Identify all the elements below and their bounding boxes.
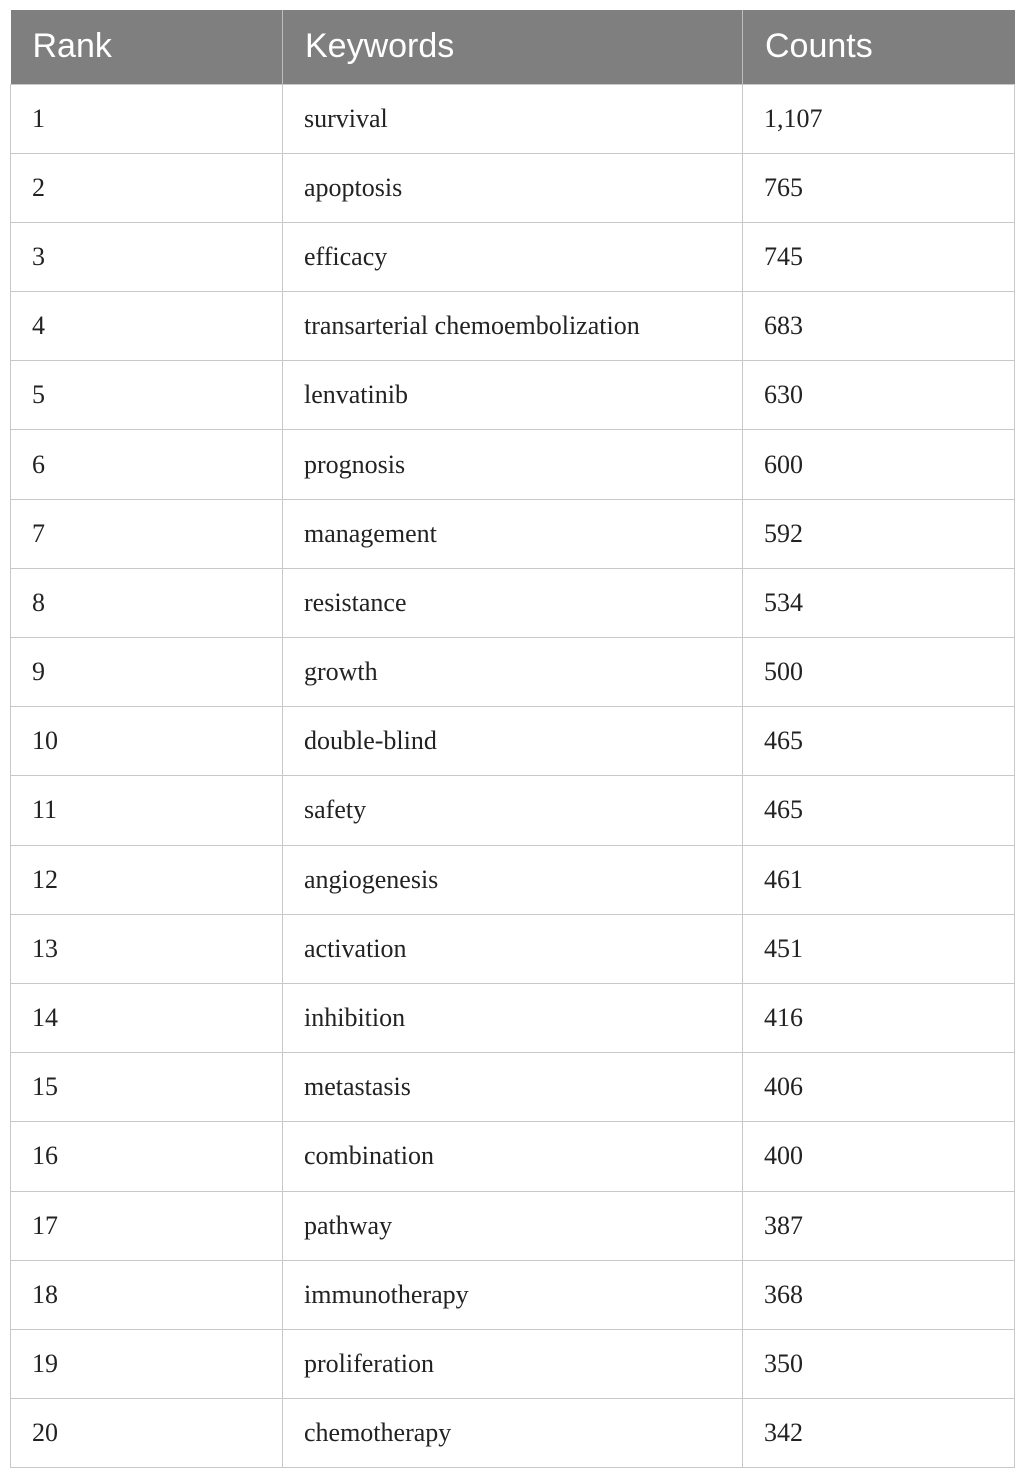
cell-keyword: inhibition [283,983,743,1052]
table-row [11,707,1015,776]
keywords-table [10,10,1015,1468]
cell-rank: 8 [11,568,283,637]
table-row [11,1053,1015,1122]
cell-keyword: metastasis [283,1053,743,1122]
cell-rank: 14 [11,983,283,1052]
cell-count: 745 [743,222,1015,291]
table-header-row [11,10,1015,84]
cell-rank: 15 [11,1053,283,1122]
cell-rank: 7 [11,499,283,568]
cell-count: 342 [743,1399,1015,1468]
table-row [11,84,1015,153]
table-row [11,292,1015,361]
cell-count: 465 [743,707,1015,776]
cell-rank: 4 [11,292,283,361]
cell-rank: 18 [11,1260,283,1329]
cell-rank: 9 [11,638,283,707]
table-row [11,1260,1015,1329]
table-row [11,845,1015,914]
cell-count: 451 [743,914,1015,983]
cell-keyword: combination [283,1122,743,1191]
cell-count: 406 [743,1053,1015,1122]
table-row [11,222,1015,291]
table-body [11,84,1015,1468]
cell-keyword: safety [283,776,743,845]
cell-keyword: prognosis [283,430,743,499]
cell-rank: 19 [11,1329,283,1398]
cell-count: 592 [743,499,1015,568]
cell-count: 465 [743,776,1015,845]
cell-rank: 2 [11,153,283,222]
header-rank: Rank [11,10,283,84]
cell-keyword: efficacy [283,222,743,291]
cell-count: 630 [743,361,1015,430]
cell-count: 534 [743,568,1015,637]
cell-keyword: chemotherapy [283,1399,743,1468]
cell-count: 400 [743,1122,1015,1191]
cell-keyword: management [283,499,743,568]
table-row [11,983,1015,1052]
cell-count: 387 [743,1191,1015,1260]
cell-count: 416 [743,983,1015,1052]
table-row [11,638,1015,707]
cell-rank: 17 [11,1191,283,1260]
table-row [11,1399,1015,1468]
table-row [11,361,1015,430]
cell-count: 683 [743,292,1015,361]
cell-keyword: double-blind [283,707,743,776]
table-row [11,776,1015,845]
table-row [11,1191,1015,1260]
table-row [11,1329,1015,1398]
cell-keyword: survival [283,84,743,153]
table-row [11,1122,1015,1191]
cell-rank: 3 [11,222,283,291]
cell-keyword: lenvatinib [283,361,743,430]
cell-rank: 20 [11,1399,283,1468]
cell-count: 600 [743,430,1015,499]
table-row [11,914,1015,983]
cell-keyword: angiogenesis [283,845,743,914]
cell-count: 500 [743,638,1015,707]
table-row [11,153,1015,222]
cell-keyword: proliferation [283,1329,743,1398]
cell-rank: 5 [11,361,283,430]
cell-keyword: apoptosis [283,153,743,222]
cell-count: 765 [743,153,1015,222]
cell-rank: 12 [11,845,283,914]
header-keywords: Keywords [283,10,743,84]
cell-rank: 6 [11,430,283,499]
keywords-table-container [10,10,1014,1468]
cell-count: 350 [743,1329,1015,1398]
cell-keyword: activation [283,914,743,983]
cell-rank: 11 [11,776,283,845]
header-counts: Counts [743,10,1015,84]
cell-rank: 10 [11,707,283,776]
table-row [11,430,1015,499]
cell-rank: 16 [11,1122,283,1191]
cell-rank: 13 [11,914,283,983]
cell-keyword: resistance [283,568,743,637]
cell-keyword: growth [283,638,743,707]
cell-keyword: pathway [283,1191,743,1260]
table-row [11,568,1015,637]
cell-keyword: immunotherapy [283,1260,743,1329]
table-row [11,499,1015,568]
cell-count: 461 [743,845,1015,914]
cell-count: 368 [743,1260,1015,1329]
cell-keyword: transarterial chemoembolization [283,292,743,361]
cell-rank: 1 [11,84,283,153]
cell-count: 1,107 [743,84,1015,153]
